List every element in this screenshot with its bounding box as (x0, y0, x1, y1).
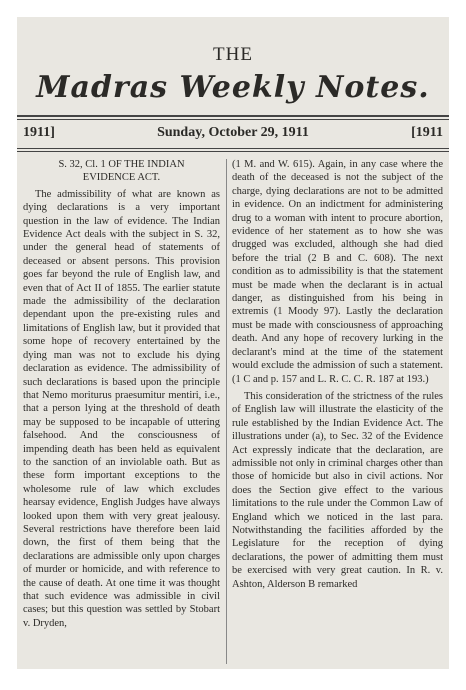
masthead-rule-thin (17, 119, 449, 120)
issue-date: Sunday, October 29, 1911 (157, 125, 309, 140)
article-paragraph-1: The admissibility of what are known as dying declarations is a very important question in the law of evidence. The Indian Evidence Act deals with the subject in S. 32, under the general head of statements of deceased or absent persons. This provision goes far beyond the rule of English law, and even that of Act II of 1855. The earlier statute made the admissibility of the declaration dependant upon the pre-existing rules and limitations of English law, but it provided that some hope of recovery entertained by the dying man was not to exclude his dying declaration as evidence. The admissibility of such declarations is based upon the principle that Nemo moriturus praesumitur mentiri, i.e., that a person lying at the threshold of death may be supposed to be incapable of uttering falsehood. And the consciousness of impending death has been held as equivalent to the sanction of an inviolable oath. But as these form important exceptions to the wholesome rule of law which excludes hearsay evidence, English Judges have always looked upon them with very great jealousy. Several restrictions have therefore been laid down, the first of them being that the declarations are admissible only upon charges of murder or homicide, and with reference to the cause of death. At one time it was thought that such evidence was admissible in civil cases; but this question was settled by Stobart v. Dryden, (23, 188, 220, 629)
article-heading (23, 158, 220, 185)
dateline (23, 125, 443, 145)
newspaper-page (17, 17, 449, 669)
left-column (23, 158, 220, 634)
dateline-rule (17, 148, 449, 149)
dateline-rule-thin (17, 151, 449, 152)
right-column (232, 158, 443, 595)
masthead-rule (17, 115, 449, 117)
article-heading-line1: S. 32, Cl. 1 OF THE INDIAN (58, 159, 185, 170)
masthead-title: Madras Weekly Notes. (36, 70, 430, 105)
article-heading-line2: EVIDENCE ACT. (82, 172, 161, 184)
article-paragraph-2: (1 M. and W. 615). Again, in any case where the death of the deceased is not the subject of the charge, dying declarations are not to be admitted in evidence. On an indictment for administering drug to a woman with intent to procure abortion, evidence of her statement as to how she was drugged was excluded, although she had died before the trial (2 B and C. 608). The next condition as to admissibility is that the statement must be made when the declarant is in actual danger, as distinguished from his being in extremis (1 Moody 97). Lastly the declaration must be made with consciousness of approaching death. And any hope of recovery lurking in the declarant's mind at the time of the statement would exclude the admission of such a statement. (1 C and p. 157 and L. R. C. C. R. 187 at 193.) (232, 159, 443, 385)
year-left: 1911] (23, 125, 55, 140)
masthead-article: THE (213, 44, 253, 65)
column-divider (226, 159, 227, 664)
year-right: [1911 (411, 125, 443, 140)
article-paragraph-3: This consideration of the strictness of the rules of English law will illustrate the elasticity of the rule established by the Indian Evidence Act. The illustrations under (a), to Sec. 32 of the Evidence Act expressly indicate that the declaration, are admissible not only in criminal charges other than those of homicide but also in civil actions. Nor does the Section give effect to the various limitations to the rule under the Common Law of England which we noticed in the last para. Notwithstanding the facilities afforded by the Legislature for the reception of dying declarations, the power of admitting them must be exercised with very great caution. In R. v. Ashton, Alderson B remarked (232, 390, 443, 590)
